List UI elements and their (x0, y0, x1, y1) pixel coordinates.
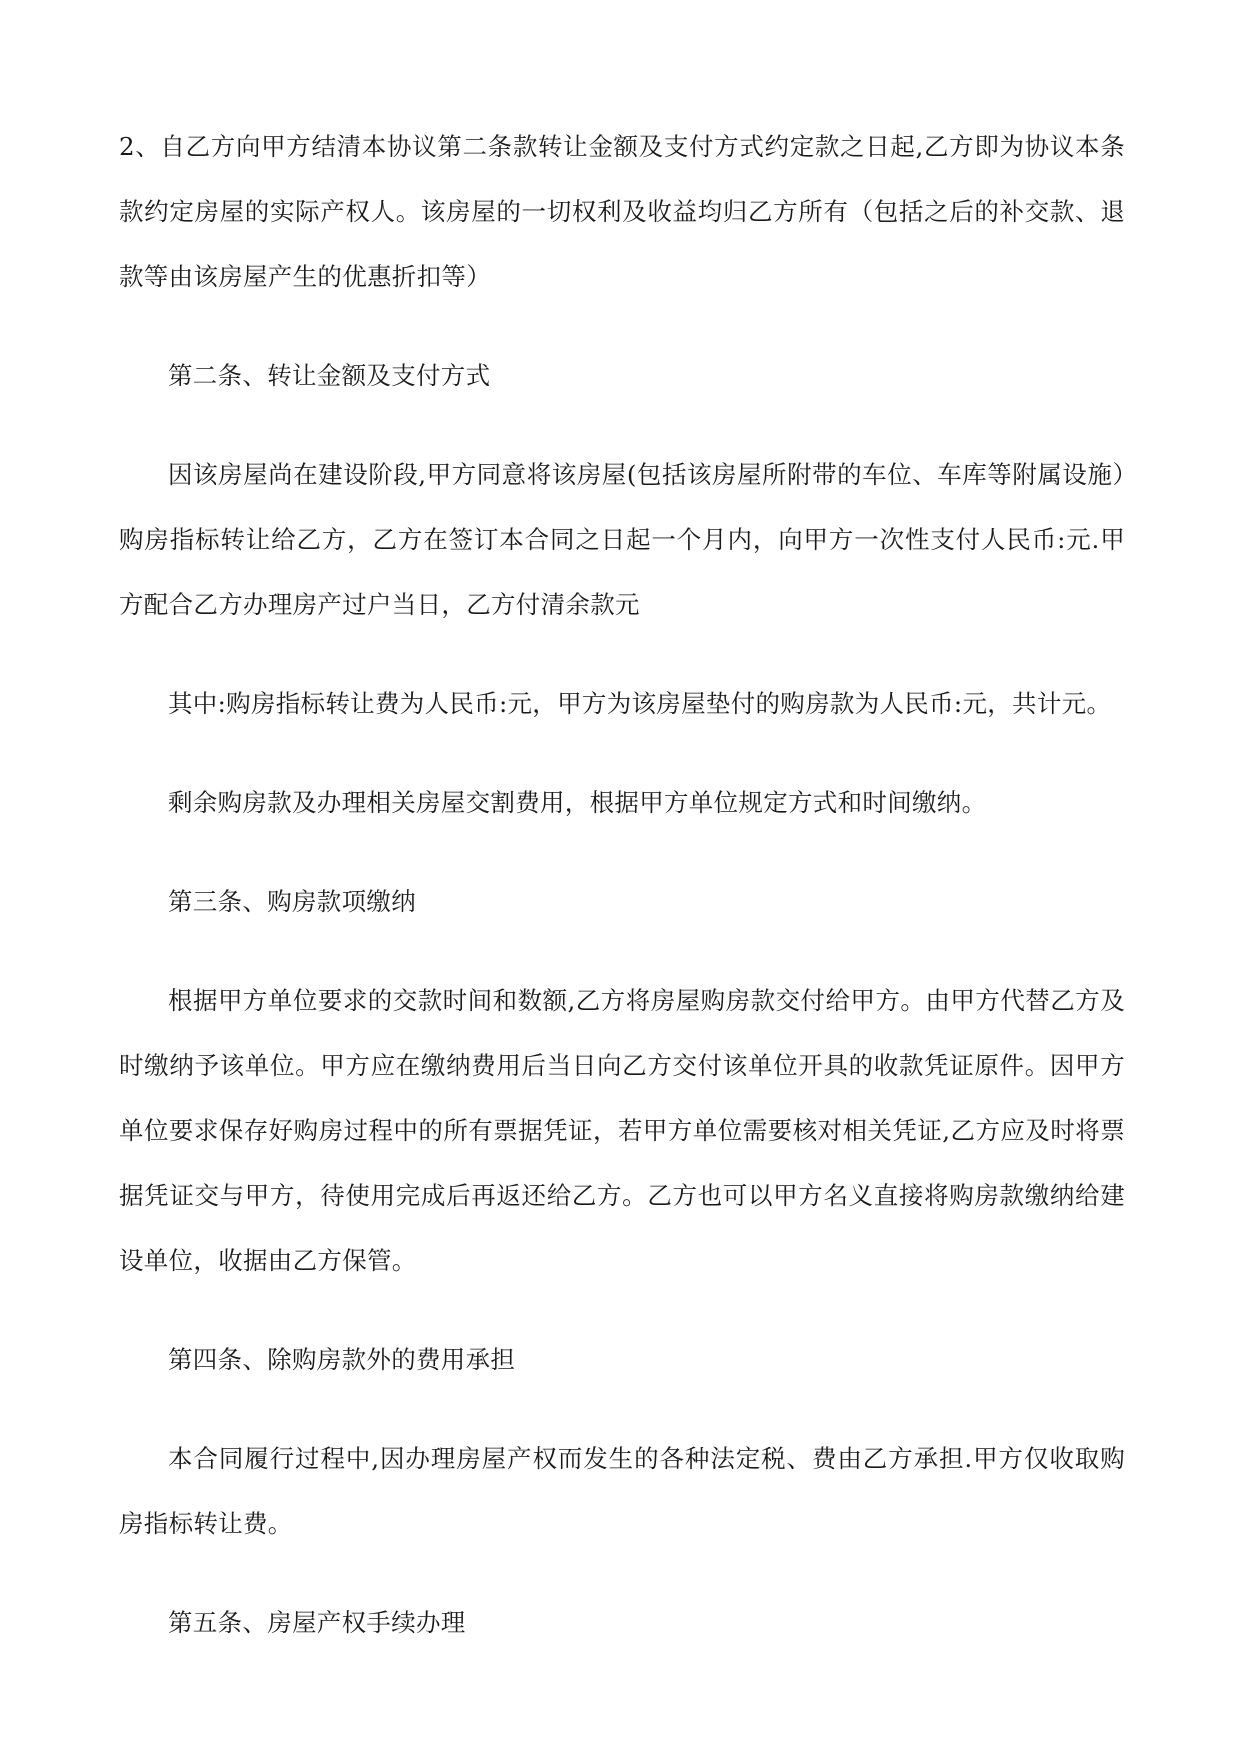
paragraph-remaining-payment: 剩余购房款及办理相关房屋交割费用，根据甲方单位规定方式和时间缴纳。 (168, 788, 987, 817)
heading-article-3: 第三条、购房款项缴纳 (168, 887, 416, 916)
paragraph-fee-breakdown: 其中:购房指标转让费为人民币:元，甲方为该房屋垫付的购房款为人民币:元，共计元。 (168, 689, 1112, 718)
paragraph-payment-procedure: 根据甲方单位要求的交款时间和数额,乙方将房屋购房款交付给甲方。由甲方代替乙方及时缴纳予该单位。甲方应在缴纳费用后当日向乙方交付该单位开具的收款凭证原件。因甲方单位要求保存好购房过程中的所有票据凭证，若甲方单位需要核对相关凭证,乙方应及时将票据凭证交与甲方，待使用完成后再返还给乙方。乙方也可以甲方名义直接将购房款缴纳给建设单位，收据由乙方保管。 (119, 986, 1125, 1275)
paragraph-clause-1-item-2: 2、自乙方向甲方结清本协议第二条款转让金额及支付方式约定款之日起,乙方即为协议本条款约定房屋的实际产权人。该房屋的一切权利及收益均归乙方所有（包括之后的补交款、退款等由该房屋产生的优惠折扣等） (119, 132, 1125, 291)
document-body (119, 114, 1125, 1689)
heading-article-5: 第五条、房屋产权手续办理 (168, 1608, 466, 1637)
paragraph-fee-responsibility: 本合同履行过程中,因办理房屋产权而发生的各种法定税、费由乙方承担.甲方仅收取购房指标转让费。 (119, 1444, 1125, 1538)
heading-article-2: 第二条、转让金额及支付方式 (168, 361, 491, 390)
heading-article-4: 第四条、除购房款外的费用承担 (168, 1345, 516, 1374)
paragraph-transfer-amount: 因该房屋尚在建设阶段,甲方同意将该房屋(包括该房屋所附带的车位、车库等附属设施）购房指标转让给乙方，乙方在签订本合同之日起一个月内，向甲方一次性支付人民币:元.甲方配合乙方办理房产过户当日，乙方付清余款元 (119, 460, 1125, 619)
